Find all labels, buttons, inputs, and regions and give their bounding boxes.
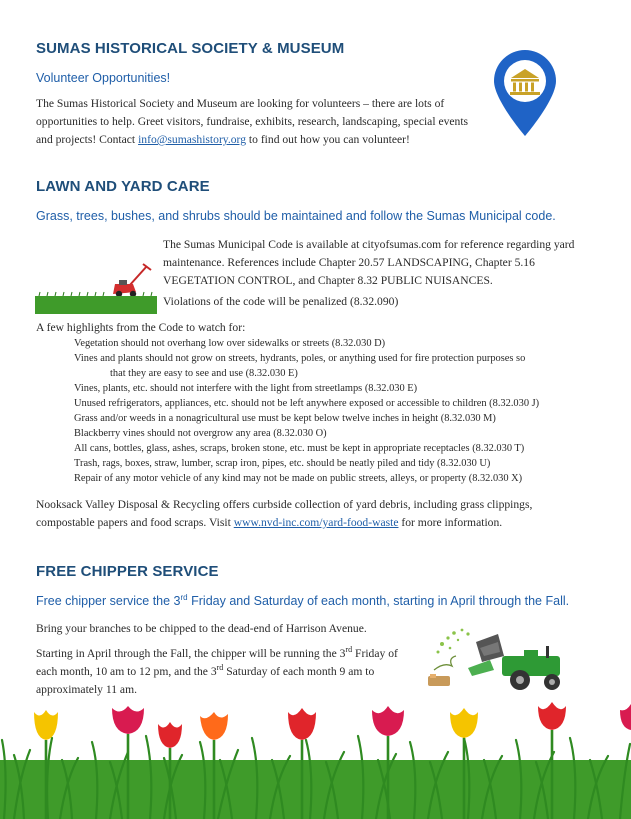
lawn-title: LAWN AND YARD CARE (36, 178, 210, 195)
museum-body (36, 95, 486, 149)
ordinal-suffix: rd (345, 645, 353, 655)
lawn-subtitle: Grass, trees, bushes, and shrubs should be maintained and follow the Sumas Municipal code. (36, 209, 556, 223)
museum-body-text-end: to find out how you can volunteer! (246, 133, 410, 146)
list-item: Repair of any motor vehicle of any kind may not be made on public streets, alleys, or property (8.32.030 X) (74, 473, 523, 484)
nvd-text-start: Nooksack Valley Disposal & Recycling offers curbside collection of yard debris, including grass clippings, compostable papers and food scraps. Visit (36, 498, 533, 529)
nvd-text-end: for more information. (398, 516, 503, 529)
ordinal-suffix: rd (180, 592, 188, 602)
chipper-subtitle (36, 594, 569, 608)
wood-chipper-icon (424, 622, 574, 694)
chipper-schedule (36, 645, 401, 699)
list-item (74, 351, 594, 381)
schedule-text-3: Saturday of each month 9 am to approximately 11 am. (36, 665, 375, 696)
museum-subtitle: Volunteer Opportunities! (36, 71, 171, 85)
chipper-subtitle-end: Friday and Saturday of each month, starting in April through the Fall. (187, 594, 570, 608)
nvd-text (36, 496, 586, 532)
list-item: All cans, bottles, glass, ashes, scraps, broken stone, etc. must be kept in appropriate receptacles (8.32.030 T) (74, 443, 525, 454)
ordinal-suffix: rd (216, 663, 224, 673)
tulip-border-illustration (0, 700, 631, 819)
list-item: Unused refrigerators, appliances, etc. should not be left anywhere exposed or accessible to children (8.32.030 J) (74, 398, 540, 409)
list-item: Trash, rags, boxes, straw, lumber, scrap iron, pipes, etc. should be neatly piled and tidy (8.32.030 U) (74, 458, 491, 469)
highlights-list (74, 336, 594, 486)
chipper-location: Bring your branches to be chipped to the dead-end of Harrison Avenue. (36, 622, 367, 635)
chipper-title: FREE CHIPPER SERVICE (36, 563, 219, 580)
list-item: Vegetation should not overhang low over sidewalks or streets (8.32.030 D) (74, 338, 386, 349)
nvd-link[interactable]: www.nvd-inc.com/yard-food-waste (233, 516, 399, 529)
museum-title: SUMAS HISTORICAL SOCIETY & MUSEUM (36, 40, 345, 57)
chipper-subtitle-start: Free chipper service the 3 (36, 594, 181, 608)
schedule-text-2: Friday of each month, 10 am to 12 pm, and the 3 (36, 647, 398, 678)
lawnmower-icon (35, 262, 157, 314)
highlights-intro: A few highlights from the Code to watch for: (36, 321, 246, 334)
museum-email-link[interactable]: info@sumashistory.org (138, 133, 246, 146)
schedule-text-1: Starting in April through the Fall, the chipper will be running the 3 (36, 647, 346, 660)
museum-body-text: The Sumas Historical Society and Museum are looking for volunteers – there are lots of opportunities to help. Greet visitors, fundraise, exhibits, research, landscaping, special events and projects! Contact (36, 97, 469, 146)
list-item: Vines, plants, etc. should not interfere with the light from streetlamps (8.32.030 E) (74, 383, 418, 394)
list-item-text-cont: that they are easy to see and use (8.32.030 E) (110, 368, 298, 379)
museum-pin-icon (492, 50, 558, 138)
list-item: Grass and/or weeds in a nonagricultural use must be kept below twelve inches in height (8.32.030 M) (74, 413, 496, 424)
list-item: Blackberry vines should not overgrow any area (8.32.030 O) (74, 428, 327, 439)
list-item-text: Vines and plants should not grow on streets, hydrants, poles, or anything used for fire protection purposes so (74, 353, 526, 364)
violations-text: Violations of the code will be penalized (8.32.090) (163, 295, 399, 308)
code-text: The Sumas Municipal Code is available at cityofsumas.com for reference regarding yard maintenance. References include Chapter 20.57 LANDSCAPING, Chapter 5.16 VEGETATION CONTROL, and Chapter 8.32 PUBLIC NUISANCES. (163, 238, 575, 287)
